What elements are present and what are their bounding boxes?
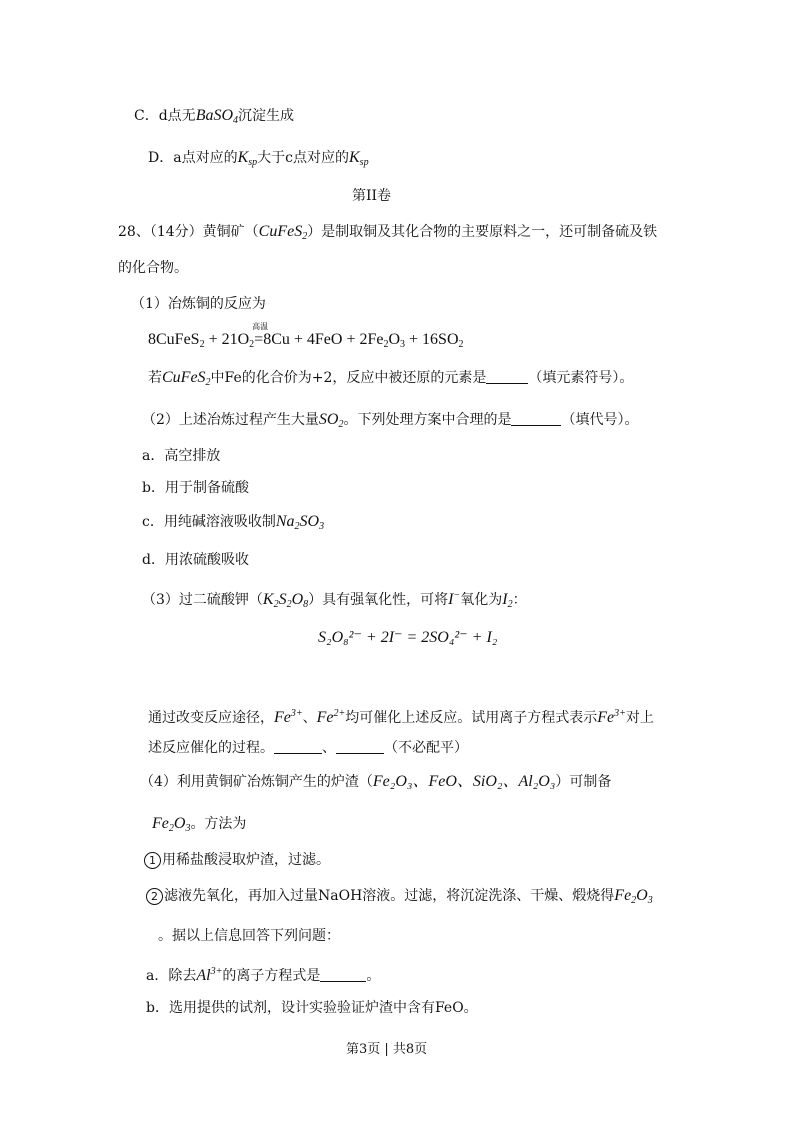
question-28-line2: 的化合物。	[118, 260, 188, 276]
answer-blank-option-code[interactable]	[511, 411, 561, 426]
option-c	[134, 106, 294, 131]
option-c-suffix: 沉淀生成	[238, 108, 295, 124]
cufes2-formula: CuFeS$_2$	[258, 223, 308, 242]
circled-number-1: 1	[144, 852, 161, 869]
option-c-soda: c．用纯碱溶液吸收制$Na_2SO_3$	[142, 513, 325, 532]
option-d	[148, 148, 369, 173]
slag-formulas: Fe₂O₃、FeO、SiO₂、Al₂O₃	[372, 773, 556, 790]
option-c-text: C．d点无	[134, 108, 196, 124]
part-3-question-line2: 述反应催化的过程。 、 （不必配平）	[148, 740, 468, 756]
answer-blank-catalysis-2[interactable]	[336, 739, 384, 754]
answer-blank-aluminum[interactable]	[320, 967, 366, 982]
part-4-intro: （4）利用黄铜矿冶炼铜产生的炉渣（Fe₂O₃、FeO、SiO₂、Al₂O₃）可制备	[140, 773, 612, 790]
answer-blank-reduced-element[interactable]	[486, 369, 528, 384]
q28-rest: ）是制取铜及其化合物的主要原料之一，还可制备硫及铁	[307, 224, 658, 240]
option-b-sulfuric-acid: b．用于制备硫酸	[142, 480, 249, 496]
q28-intro: 28、（14分）黄铜矿（	[118, 224, 259, 240]
ksp-symbol-a: $K_{sp}$	[237, 149, 258, 168]
part-1-title: （1）冶炼铜的反应为	[131, 296, 266, 312]
answer-blank-catalysis-1[interactable]	[274, 739, 322, 754]
step-2: 2 滤液先氧化，再加入过量NaOH溶液。过滤，将沉淀洗涤、干燥、煅烧得$Fe_2O_3$	[146, 886, 653, 911]
section-title: 第II卷	[352, 188, 392, 204]
option-d-conc-acid: d．用浓硫酸吸收	[142, 552, 249, 568]
page-footer: 第3页 | 共8页	[346, 1042, 428, 1057]
circled-number-2: 2	[146, 888, 163, 905]
option-a-high-altitude: a．高空排放	[142, 448, 221, 464]
part-1-question: 若CuFeS$_2$中Fe的化合价为+2，反应中被还原的元素是 （填元素符号）。	[148, 369, 634, 388]
step-2-line2: 。据以上信息回答下列问题：	[158, 928, 340, 944]
baso4-formula: BaSO$_4$	[195, 107, 239, 126]
equation-smelting: 8CuFeS$_2$ + $21O_2$ 高温 $=8Cu + 4FeO + 2Fe_2O_3 + 16SO_2$	[148, 330, 464, 355]
reaction-condition: 高温	[252, 322, 269, 331]
option-d-text: D．a点对应的	[148, 150, 238, 166]
part-3-intro: （3）过二硫酸钾$(K_2S_2O_8)$具有强氧化性，可将I−氧化为$I_2$：	[142, 590, 527, 610]
question-28	[118, 222, 657, 247]
part-2-question: （2）上述冶炼过程产生大量$SO_2$。下列处理方案中合理的是 （填代号）。	[142, 411, 639, 430]
ksp-symbol-c: $K_{sp}$	[349, 149, 369, 168]
part-3-question: 通过改变反应途径，$Fe^{3+}$、$Fe^{2+}$均可催化上述反应。试用离子方程式表示$Fe^{3+}$对上	[148, 708, 654, 726]
part-4-line2: $Fe_2O_3$。方法为	[152, 815, 247, 834]
equation-persulfate: S₂O₈²⁻ + 2I⁻ = 2SO₄²⁻ + I₂	[318, 629, 498, 646]
option-d-middle: 大于c点对应的	[257, 150, 349, 166]
question-a-aluminum: a．除去$Al^{3+}$的离子方程式是 。	[146, 966, 381, 984]
question-b-feo: b．选用提供的试剂，设计实验验证炉渣中含有FeO。	[146, 1000, 478, 1016]
step-1: 1 用稀盐酸浸取炉渣，过滤。	[144, 850, 330, 870]
